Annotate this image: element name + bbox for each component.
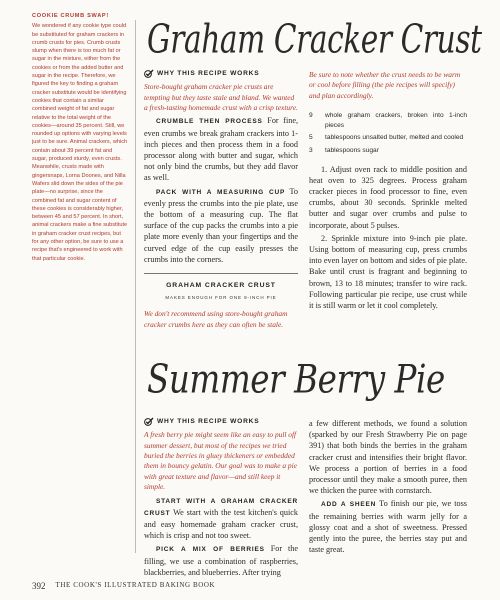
recipe-yield: MAKES ENOUGH FOR ONE 9-INCH PIE	[165, 295, 277, 301]
ingredient-qty: 5	[309, 134, 313, 142]
section	[144, 495, 298, 542]
checkmark-icon	[144, 417, 154, 426]
recipe2-right-column	[309, 418, 467, 555]
checkmark-icon	[144, 69, 154, 78]
ingredient-qty: 9	[309, 112, 313, 120]
recipe-title-graham-cracker-crust: Graham Cracker Crust	[147, 17, 482, 63]
recipe-note: We don't recommend using store-bought graham cracker crumbs here as they can often be stale.	[144, 309, 288, 329]
recipe-title-summer-berry-pie: Summer Berry Pie	[147, 357, 445, 403]
ingredient-text: tablespoons unsalted butter, melted and cooled	[325, 134, 464, 142]
section-lead: START WITH A GRAHAM CRACKER CRUST	[144, 497, 298, 517]
section-lead: CRUMBLE THEN PROCESS	[156, 118, 263, 126]
ingredient-item	[309, 133, 467, 143]
page-number: 392	[32, 581, 46, 591]
recipe2-intro: A fresh berry pie might seem like an easy to pull off summer dessert, but most of the recipes we tried buried the berries in gluey thickeners or embedded them in bouncy gelatin. Our goal was to make a pie with great texture and flavor—and still keep it simple.	[144, 430, 297, 492]
why-heading	[144, 68, 298, 79]
section-lead: ADD A SHEEN	[321, 501, 377, 509]
page-footer	[32, 581, 215, 591]
section	[144, 543, 298, 578]
ingredient-list	[309, 111, 467, 155]
recipe2-left-column	[144, 416, 298, 578]
section	[144, 186, 298, 265]
section	[309, 498, 467, 555]
recipe1-intro: Store-bought graham cracker pie crusts are tempting but they taste stale and bland. We wanted a fresh-tasting homemade crust with a crisp texture.	[144, 82, 298, 113]
section-text: To evenly press the crumbs into the pie plate, use the bottom of a measuring cup. The flat surface of the cup packs the crumbs into a pie plate more evenly than your fingertips and the curved edge of the cup easily presses the crumbs into the corners.	[144, 186, 298, 264]
book-title: THE COOK'S ILLUSTRATED BAKING BOOK	[55, 581, 216, 589]
recipe1-right-note: Be sure to note whether the crust needs to be warm or cool before filling (the pie recipes will specify) and plan accordingly.	[309, 70, 461, 100]
section-lead: PICK A MIX OF BERRIES	[156, 546, 265, 554]
why-heading	[144, 416, 298, 427]
why-label: WHY THIS RECIPE WORKS	[157, 70, 260, 77]
sidebar-body: We wondered if any cookie type could be substituted for graham crackers in crumb crusts for pies. Crumb crusts slump when there is too much fat or sugar in the mixture, either from the cookies or from the added butter and sugar in the recipe. Therefore, we figured the key to finding a graham cracker substitute would be identifying cookies that contain a similar combined weight of fat and sugar relative to the total weight of the cookies—around 35 percent. Still, we rounded up options with varying levels just to be sure. Animal crackers, which contain about 39 percent fat and sugar, produced sturdy, even crusts. Meanwhile, crusts made with gingersnaps, Lorna Doones, and Nilla Wafers slid down the sides of the pie plate—no surprise, since the combined fat and sugar content of these cookies is considerably higher, between 45 and 57 percent. In short, animal crackers make a fine substitute in graham cracker crust recipes, but for any other option, be sure to use a recipe that's engineered to work with that particular cookie.	[32, 23, 128, 262]
section-text: For fine, even crumbs we break graham crackers into 1-inch pieces and then process them in a food processor along with butter and sugar, which not only bind the crumbs, but they add flavor as well.	[144, 116, 299, 183]
column-divider	[135, 20, 136, 553]
section-text: To finish our pie, we toss the remaining berries with warm jelly for a glossy coat and a shot of sweetness. Pressed gently into the puree, the berries stay put and taste great.	[309, 499, 467, 555]
ingredient-text: tablespoons sugar	[325, 147, 379, 154]
ingredient-item	[309, 146, 467, 156]
recipe-box-rule	[144, 273, 298, 274]
why-label: WHY THIS RECIPE WORKS	[157, 418, 260, 425]
sidebar	[32, 12, 128, 263]
recipe-box-title: GRAHAM CRACKER CRUST	[166, 282, 276, 290]
recipe-step: 1. Adjust oven rack to middle position and heat oven to 325 degrees. Process graham cracker pieces in food processor to fine, even crumbs, about 30 seconds. Sprinkle melted butter and sugar over crumbs and pulse to incorporate, about 5 pulses.	[309, 164, 467, 230]
recipe1-left-column	[144, 68, 298, 330]
recipe1-right-column	[309, 70, 467, 311]
ingredient-qty: 3	[309, 147, 313, 154]
ingredient-item	[309, 111, 467, 130]
ingredient-text: whole graham crackers, broken into 1-inch pieces	[325, 112, 467, 129]
section	[144, 115, 298, 183]
recipe2-paragraph: a few different methods, we found a solution (sparked by our Fresh Strawberry Pie on page 391) that both binds the berries in the graham cracker crust and intensifies their bright flavor. We process a portion of berries in a food processor until they make a smooth puree, then we thicken the puree with cornstarch.	[309, 419, 467, 496]
sidebar-title: COOKIE CRUMB SWAP!	[32, 13, 109, 19]
recipe-step: 2. Sprinkle mixture into 9-inch pie plate. Using bottom of measuring cup, press crumbs into even layer on bottom and sides of pie plate. Bake until crust is fragrant and beginning to brown, 13 to 18 minutes; transfer to wire rack. Following particular pie recipe, use crust while it is still warm or let it cool completely.	[309, 233, 467, 311]
section-text: For the filling, we use a combination of raspberries, blackberries, and blueberries. After trying	[144, 544, 299, 577]
section-text: We start with the test kitchen's quick and easy homemade graham cracker crust, which is crisp and not too sweet.	[144, 507, 298, 541]
section-lead: PACK WITH A MEASURING CUP	[156, 188, 286, 196]
